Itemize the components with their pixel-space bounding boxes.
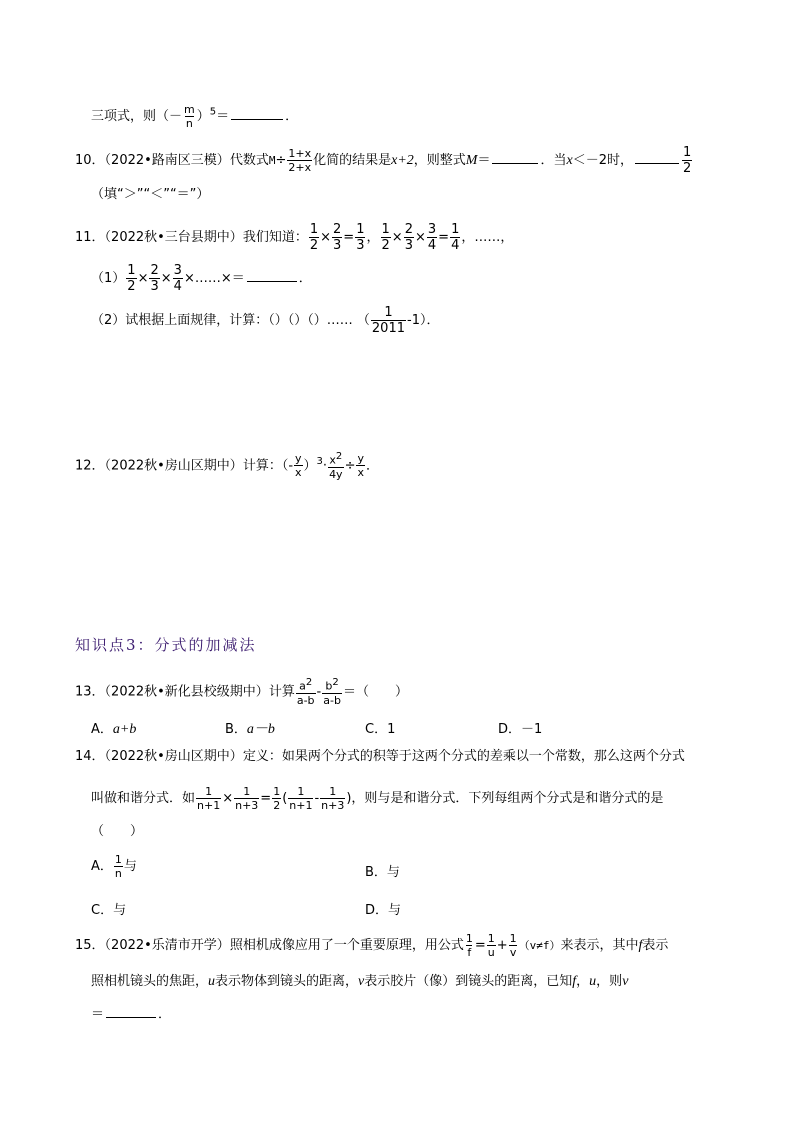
numerator: 1 <box>683 145 692 160</box>
numerator: 1 <box>451 222 460 237</box>
question-number: 15． <box>75 938 105 953</box>
question-14-line-2 <box>91 786 663 811</box>
fraction <box>126 264 136 293</box>
numerator: 1 <box>127 263 136 278</box>
denominator: n <box>185 117 193 130</box>
text: 化简的结果是 <box>313 153 392 168</box>
numerator: 1 <box>297 785 305 798</box>
numerator: 2 <box>404 222 413 237</box>
text: )，则与是和谐分式．下列每组两个分式是和谐分式的是 <box>346 791 664 806</box>
fraction <box>450 223 460 252</box>
question-number: 14． <box>75 749 105 764</box>
question-15-line-3 <box>91 1008 171 1021</box>
fraction <box>355 223 365 252</box>
section-heading: 知识点3：分式的加减法 <box>75 636 257 654</box>
option-B[interactable] <box>225 718 275 738</box>
exponent: 3 <box>316 456 323 467</box>
text: ．当 <box>540 153 567 168</box>
option-D[interactable]: D．－1 <box>498 722 543 737</box>
text: ＜－2时， <box>572 153 633 168</box>
numerator <box>324 678 339 693</box>
fraction <box>320 786 345 811</box>
fraction <box>332 223 342 252</box>
fraction <box>114 854 123 879</box>
numerator: 1 <box>356 222 365 237</box>
option-B[interactable]: B．与 <box>365 865 400 880</box>
var-v: v <box>622 974 629 989</box>
fraction <box>371 306 406 335</box>
fraction <box>328 452 344 480</box>
var-M: M <box>465 153 478 168</box>
denominator: a-b <box>296 693 315 707</box>
fraction <box>381 223 391 252</box>
text: ． <box>366 458 380 474</box>
question-source: （2022•路南区三模） <box>104 153 230 168</box>
option-A[interactable] <box>91 854 137 879</box>
text: 代数式 <box>229 153 269 168</box>
question-number: 10． <box>75 153 105 168</box>
fraction-one-half <box>682 146 692 175</box>
var-f: f <box>572 974 577 989</box>
text: ÷ <box>275 153 287 168</box>
exponent: 5 <box>209 106 217 118</box>
fraction <box>149 264 159 293</box>
fraction-m-over-n <box>183 104 196 129</box>
text: ） <box>196 109 210 124</box>
text: 计算 <box>268 684 295 700</box>
numerator: 3 <box>427 222 437 237</box>
denominator: 4 <box>427 238 437 253</box>
fraction <box>404 223 414 252</box>
answer-blank <box>635 162 679 164</box>
fraction <box>196 786 221 811</box>
denominator: x <box>357 466 364 480</box>
exponent: 2 <box>335 451 343 462</box>
option-label: B． <box>225 722 247 737</box>
numerator: 1 <box>205 785 213 798</box>
denominator: f <box>467 946 472 959</box>
var-v: v <box>358 974 365 989</box>
text: = <box>474 938 486 953</box>
exponent: 2 <box>305 677 313 688</box>
numerator: 1 <box>509 932 517 945</box>
text: 我们知道： <box>242 230 308 245</box>
fraction <box>309 223 319 252</box>
denominator: n+3 <box>235 799 259 812</box>
numerator: y <box>357 452 364 466</box>
fraction <box>234 786 259 811</box>
text: ＝（ ） <box>342 684 408 700</box>
denominator: 3 <box>150 279 159 294</box>
numerator: 1 <box>465 932 473 945</box>
var-f: f <box>638 938 643 953</box>
text: 照相机镜头的焦距， <box>91 974 209 989</box>
text: 叫做和谐分式．如 <box>91 791 196 806</box>
question-13 <box>75 678 408 706</box>
exponent: 2 <box>332 677 339 688</box>
question-15-line-2 <box>91 975 628 989</box>
fraction <box>272 786 281 811</box>
denominator: 2 <box>273 799 281 812</box>
text: × <box>222 791 234 806</box>
denominator: 4 <box>173 279 182 294</box>
answer-blank <box>106 1016 156 1018</box>
numerator: 1 <box>243 785 251 798</box>
base: x <box>329 453 336 467</box>
text: ＝ <box>91 1007 105 1022</box>
option-D[interactable]: D．与 <box>365 903 402 918</box>
question-11-part-2 <box>91 306 439 335</box>
numerator: 1 <box>487 932 495 945</box>
question-14-line-1 <box>75 750 685 763</box>
text: - <box>316 684 322 700</box>
option-label: A． <box>91 722 113 737</box>
text: ． <box>158 1007 172 1022</box>
condition: （v≠f） <box>518 939 561 952</box>
text: = <box>260 791 272 806</box>
numerator: 1 <box>273 785 281 798</box>
fraction <box>427 223 437 252</box>
denominator: 2+x <box>288 161 312 174</box>
fraction <box>356 453 365 478</box>
var-u: u <box>208 974 216 989</box>
option-A[interactable] <box>91 718 136 738</box>
denominator: n+1 <box>197 799 221 812</box>
numerator: 1 <box>384 305 393 320</box>
question-14-paren: （ ） <box>91 824 144 839</box>
denominator: 3 <box>356 238 365 253</box>
denominator: 4y <box>329 467 343 481</box>
option-C[interactable]: C．1 <box>365 722 396 737</box>
numerator: y <box>295 452 302 466</box>
denominator: x <box>295 466 302 480</box>
numerator: 1 <box>309 222 319 237</box>
text: ×……×＝ <box>183 271 245 286</box>
option-label: A． <box>91 859 113 874</box>
text: ÷ <box>344 458 356 474</box>
question-11-line-1: 11．（2022秋•三台县期中）我们知道： $\frac{1}{2}$ × $\frac{2}{3}$ = $\frac{1}{3}$ ， $\frac{1}{2}$ × $\frac{2}{3}$ × $\frac{3}{4}$ = $\frac{1}{4}$ ，……， <box>75 222 514 253</box>
text: ＝ <box>477 153 491 168</box>
text: 来表示，其中 <box>560 938 639 953</box>
text: ， <box>576 974 590 989</box>
question-10-line-2 <box>91 188 209 201</box>
text: 表示胶片（像）到镜头的距离，已知 <box>364 974 573 989</box>
text: - <box>314 791 320 806</box>
text: 定义：如果两个分式的积等于这两个分式的差乘以一个常数，那么这两个分式 <box>242 749 685 764</box>
text: ） <box>303 458 317 474</box>
numerator <box>298 678 313 693</box>
numerator: 1 <box>381 222 390 237</box>
question-11-part-1: （1） $\frac{1}{2}$ × $\frac{2}{3}$ × $\frac{3}{4}$ ×……×＝ ． <box>91 263 312 294</box>
fraction <box>294 453 303 478</box>
denominator: 2 <box>683 161 692 176</box>
denominator: 3 <box>404 238 413 253</box>
fraction <box>173 264 183 293</box>
text: ，则 <box>596 974 623 989</box>
denominator: n <box>114 867 122 880</box>
numerator: 2 <box>150 263 159 278</box>
question-10-line-1 <box>75 146 693 175</box>
answer-blank <box>231 118 283 120</box>
text: ，……， <box>461 230 514 245</box>
numerator: 1 <box>114 853 122 866</box>
answer-blank <box>492 162 538 164</box>
question-number: 11． <box>75 230 105 245</box>
text: ( <box>282 791 288 806</box>
fraction <box>296 678 316 706</box>
option-value: a－b <box>246 722 275 737</box>
denominator: 2011 <box>371 321 405 336</box>
numerator: m <box>184 103 195 116</box>
text: ，则整式 <box>413 153 466 168</box>
text: 照相机成像应用了一个重要原理，用公式 <box>229 938 464 953</box>
numerator: 1+x <box>288 147 312 160</box>
denominator: v <box>509 946 517 959</box>
question-12: 12．（2022秋•房山区期中）计算：（- $\frac{y}{x}$ ）$^3$· $\frac{x2}{4y}$ ÷ $\frac{y}{x}$ ． <box>75 451 380 481</box>
expression: x+2 <box>391 153 414 168</box>
denominator: 3 <box>333 238 342 253</box>
question-source: （2022秋•新化县校级期中） <box>104 684 269 700</box>
option-value: a+b <box>112 722 137 737</box>
denominator: n+1 <box>289 799 313 812</box>
fraction <box>288 786 313 811</box>
text: 表示 <box>642 938 669 953</box>
option-value: 与 <box>123 859 137 874</box>
part-label: （1） <box>91 271 126 286</box>
fraction <box>322 678 342 706</box>
numerator <box>328 452 343 467</box>
base: a <box>299 679 306 693</box>
numerator: 1 <box>329 785 337 798</box>
var-x: x <box>566 153 573 168</box>
var-u: u <box>589 974 597 989</box>
question-number: 13． <box>75 684 105 700</box>
option-C[interactable]: C．与 <box>91 903 127 918</box>
text: 表示物体到镜头的距离， <box>215 974 359 989</box>
question-15-line-1 <box>75 933 668 958</box>
question-source: （2022•乐清市开学） <box>104 938 230 953</box>
denominator: 2 <box>127 279 136 294</box>
line-prev-question-tail: 三项式，则（－ $\frac{m}{n}$ ）$^5$＝ ． <box>91 103 299 130</box>
fraction <box>509 933 518 958</box>
text: 计算：（- <box>242 458 294 474</box>
text: ＝ <box>216 109 230 124</box>
question-number: 12． <box>75 458 105 474</box>
question-source: （2022秋•房山区期中） <box>104 458 243 474</box>
denominator: 2 <box>309 238 319 253</box>
denominator: 2 <box>381 238 390 253</box>
denominator: a-b <box>323 693 341 707</box>
fraction <box>287 148 312 173</box>
question-source: （2022秋•三台县期中） <box>104 230 243 245</box>
text: （2）试根据上面规律，计算：（）（）（）…… （ <box>91 313 370 328</box>
question-source: （2022秋•房山区期中） <box>104 749 243 764</box>
numerator: 2 <box>333 222 342 237</box>
var-M: M <box>268 154 276 167</box>
base: b <box>325 679 333 693</box>
fill-hint: （填“＞”“＜”“＝”） <box>91 187 210 202</box>
fraction <box>465 933 474 958</box>
denominator: n+3 <box>321 799 345 812</box>
text: -1）． <box>407 313 440 328</box>
answer-blank <box>247 280 297 282</box>
numerator: 3 <box>173 263 182 278</box>
denominator: 4 <box>451 238 460 253</box>
text: 三项式，则（－ <box>91 109 183 124</box>
text: + <box>496 938 508 953</box>
denominator: u <box>487 946 495 959</box>
fraction <box>487 933 496 958</box>
